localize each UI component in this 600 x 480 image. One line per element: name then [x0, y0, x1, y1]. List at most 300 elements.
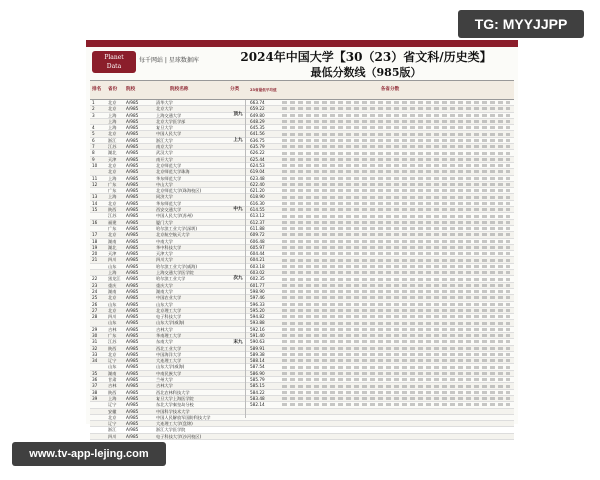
cell-school-name: 山东大学: [156, 301, 173, 307]
province-scores-strip: [282, 221, 510, 224]
cell-rank: 20: [92, 251, 98, 257]
cell-school-name: 中南大学: [156, 238, 173, 244]
cell-average: 618.90: [250, 194, 265, 200]
cell-rank: 19: [92, 244, 98, 250]
brand-name: 每千网站 | 星球数据库: [139, 57, 199, 64]
province-scores-strip: [282, 372, 510, 375]
cell-rank: 24: [92, 288, 98, 294]
cell-type: A/985: [126, 402, 139, 408]
cell-school-name: 哈尔滨工业大学: [156, 276, 186, 282]
url-watermark-badge: www.tv-app-lejing.com: [12, 442, 166, 466]
cell-type: A/985: [126, 175, 139, 181]
cell-rank: 33: [92, 351, 98, 357]
cell-average: 648.29: [250, 118, 265, 124]
cell-type: A/985: [126, 188, 139, 194]
cell-rank: 4: [92, 125, 95, 131]
cell-type: A/985: [126, 194, 139, 200]
province-scores-strip: [282, 139, 510, 142]
cell-type: A/985: [126, 200, 139, 206]
cell-province: 北京: [108, 414, 117, 420]
cell-province: 北京: [108, 351, 117, 357]
cell-rank: 2: [92, 106, 95, 112]
cell-rank: 17: [92, 232, 98, 238]
cell-school-name: 中国科学技术大学: [156, 408, 190, 414]
cell-school-name: 浙江大学医学院: [156, 427, 186, 433]
cell-average: 588.14: [250, 358, 265, 364]
document-title: 2024年中国大学【30（23）省文科/历史类】: [240, 50, 492, 64]
cell-rank: 25: [92, 295, 98, 301]
cell-type: A/985: [126, 118, 139, 124]
cell-province: 重庆: [108, 282, 117, 288]
province-scores-strip: [282, 208, 510, 211]
cell-province: 辽宁: [108, 421, 117, 427]
cell-school-name: 大连理工大学(盘锦): [156, 421, 193, 427]
province-scores-strip: [282, 177, 510, 180]
cell-average: 604.21: [250, 257, 265, 263]
province-scores-strip: [282, 296, 510, 299]
province-scores-strip: [282, 215, 510, 218]
province-scores-strip: [282, 164, 510, 167]
cell-school-name: 厦门大学: [156, 219, 173, 225]
cell-type: A/985: [126, 276, 139, 282]
tier-label: 上九: [233, 138, 243, 144]
cell-type: A/985: [126, 345, 139, 351]
cell-average: 589.38: [250, 351, 265, 357]
cell-school-name: 同济大学: [156, 194, 173, 200]
cell-province: 陕西: [108, 207, 117, 213]
cell-rank: 16: [92, 219, 98, 225]
cell-average: 616.30: [250, 200, 265, 206]
cell-average: 609.72: [250, 232, 265, 238]
province-scores-strip: [282, 403, 510, 406]
province-scores-strip: [282, 114, 510, 117]
province-scores-strip: [282, 202, 510, 205]
cell-province: 广东: [108, 332, 117, 338]
cell-school-name: 复旦大学: [156, 125, 173, 131]
province-scores-strip: [282, 189, 510, 192]
cell-school-name: 华东师范大学: [156, 175, 182, 181]
province-scores-strip: [282, 240, 510, 243]
cell-type: A/985: [126, 150, 139, 156]
cell-type: A/985: [126, 414, 139, 420]
cell-school-name: 吉林大学: [156, 326, 173, 332]
cell-average: 659.22: [250, 106, 265, 112]
cell-type: A/985: [126, 162, 139, 168]
cell-average: 603.02: [250, 270, 265, 276]
province-scores-strip: [282, 284, 510, 287]
cell-average: 582.14: [250, 402, 265, 408]
province-scores-strip: [282, 233, 510, 236]
cell-average: 623.48: [250, 175, 265, 181]
cell-type: A/985: [126, 263, 139, 269]
cell-school-name: 中国人民大学: [156, 131, 182, 137]
province-scores-strip: [282, 290, 510, 293]
cell-province: 黑龙江: [108, 276, 121, 282]
cell-school-name: 重庆大学: [156, 282, 173, 288]
province-scores-strip: [282, 265, 510, 268]
cell-school-name: 中国人民解放军国防科技大学: [156, 414, 211, 420]
cell-type: A/985: [126, 219, 139, 225]
cell-type: A/985: [126, 144, 139, 150]
cell-school-name: 西北农林科技大学: [156, 389, 190, 395]
cell-school-name: 吉林大学: [156, 383, 173, 389]
cell-rank: 37: [92, 383, 98, 389]
cell-average: 622.40: [250, 181, 265, 187]
cell-type: A/985: [126, 213, 139, 219]
cell-average: 649.80: [250, 112, 265, 118]
cell-school-name: 哈尔滨工业大学(深圳): [156, 225, 197, 231]
cell-type: A/985: [126, 100, 139, 105]
cell-average: 635.79: [250, 144, 265, 150]
cell-type: A/985: [126, 181, 139, 187]
cell-school-name: 中南民族大学: [156, 370, 182, 376]
cell-school-name: 武汉大学: [156, 150, 173, 156]
header-province-scores: 各省分数: [380, 87, 400, 92]
brand-logo: Planet Data: [92, 51, 136, 73]
cell-province: 上海: [108, 270, 117, 276]
province-scores-strip: [282, 271, 510, 274]
province-scores-strip: [282, 278, 510, 281]
cell-average: 597.46: [250, 295, 265, 301]
cell-average: 583.48: [250, 395, 265, 401]
cell-province: 上海: [108, 118, 117, 124]
cell-school-name: 北京师范大学珠海: [156, 169, 190, 175]
cell-province: 北京: [108, 200, 117, 206]
cell-average: 595.20: [250, 307, 265, 313]
province-scores-strip: [282, 158, 510, 161]
cell-rank: 1: [92, 100, 95, 105]
cell-province: 北京: [108, 169, 117, 175]
province-scores-strip: [282, 347, 510, 350]
province-scores-strip: [282, 196, 510, 199]
cell-type: A/985: [126, 307, 139, 313]
cell-school-name: 西北工业大学: [156, 345, 182, 351]
cell-school-name: 北京航空航天大学: [156, 232, 190, 238]
province-scores-strip: [282, 152, 510, 155]
cell-type: A/985: [126, 427, 139, 433]
cell-type: A/985: [126, 320, 139, 326]
province-scores-strip: [282, 391, 510, 394]
cell-rank: 36: [92, 377, 98, 383]
cell-type: A/985: [126, 207, 139, 213]
cell-province: 浙江: [108, 137, 117, 143]
cell-average: 596.33: [250, 301, 265, 307]
cell-average: 593.88: [250, 320, 265, 326]
cell-type: A/985: [126, 106, 139, 112]
province-scores-strip: [282, 126, 510, 129]
cell-school-name: 上海交通大学医学院: [156, 270, 194, 276]
cell-school-name: 浙江大学: [156, 137, 173, 143]
cell-rank: 32: [92, 345, 98, 351]
cell-province: 北京: [108, 106, 117, 112]
cell-type: A/985: [126, 377, 139, 383]
cell-province: 福建: [108, 219, 117, 225]
cell-type: A/985: [126, 225, 139, 231]
cell-school-name: 中国农业大学: [156, 295, 182, 301]
cell-average: 602.35: [250, 276, 265, 282]
cell-type: A/985: [126, 282, 139, 288]
cell-type: A/985: [126, 301, 139, 307]
header-school-name: 院校名称: [170, 87, 189, 92]
cell-type: A/985: [126, 408, 139, 414]
cell-province: 陕西: [108, 389, 117, 395]
cell-average: 606.48: [250, 238, 265, 244]
cell-province: 北京: [108, 307, 117, 313]
cell-school-name: 哈尔滨工业大学(威海): [156, 263, 197, 269]
cell-province: 辽宁: [108, 358, 117, 364]
tier-label: 末九: [233, 339, 243, 345]
cell-province: 甘肃: [108, 377, 117, 383]
cell-province: 上海: [108, 395, 117, 401]
cell-type: A/985: [126, 295, 139, 301]
cell-province: 广东: [108, 225, 117, 231]
cell-rank: 31: [92, 339, 98, 345]
cell-type: A/985: [126, 112, 139, 118]
province-scores-strip: [282, 183, 510, 186]
cell-school-name: 天津大学: [156, 251, 173, 257]
cell-average: 611.88: [250, 225, 265, 231]
document-top-bar: [86, 40, 518, 47]
cell-average: 586.90: [250, 370, 265, 376]
cell-school-name: 上海交通大学: [156, 112, 182, 118]
header-rank: 排名: [92, 87, 102, 92]
cell-province: 安徽: [108, 408, 117, 414]
cell-province: 陕西: [108, 345, 117, 351]
province-scores-strip: [282, 107, 510, 110]
cell-type: A/985: [126, 433, 139, 439]
cell-type: A/985: [126, 169, 139, 175]
cell-province: 辽宁: [108, 402, 117, 408]
cell-province: 山东: [108, 320, 117, 326]
cell-average: 585.15: [250, 383, 265, 389]
province-scores-strip: [282, 252, 510, 255]
cell-type: A/985: [126, 125, 139, 131]
cell-average: 625.44: [250, 156, 265, 162]
cell-province: 湖北: [108, 244, 117, 250]
province-scores-strip: [282, 259, 510, 262]
cell-school-name: 中山大学: [156, 181, 173, 187]
cell-province: 湖南: [108, 288, 117, 294]
cell-average: 614.55: [250, 207, 265, 213]
cell-average: 590.63: [250, 339, 265, 345]
cell-average: 621.20: [250, 188, 265, 194]
province-scores-strip: [282, 170, 510, 173]
cell-type: A/985: [126, 131, 139, 137]
cell-school-name: 四川大学: [156, 257, 173, 263]
cell-province: 天津: [108, 251, 117, 257]
cell-school-name: 大连理工大学: [156, 358, 182, 364]
cell-average: 584.22: [250, 389, 265, 395]
cell-province: 北京: [108, 232, 117, 238]
cell-type: A/985: [126, 326, 139, 332]
cell-type: A/985: [126, 232, 139, 238]
cell-school-name: 南京大学: [156, 144, 173, 150]
cell-average: 604.44: [250, 251, 265, 257]
cell-rank: 34: [92, 358, 98, 364]
cell-type: A/985: [126, 389, 139, 395]
cell-average: 591.40: [250, 332, 265, 338]
cell-average: 587.54: [250, 364, 265, 370]
cell-school-name: 北京大学: [156, 106, 173, 112]
cell-rank: 18: [92, 238, 98, 244]
cell-rank: 10: [92, 162, 98, 168]
cell-school-name: 中国人民大学(苏州): [156, 213, 193, 219]
cell-school-name: 北京理工大学: [156, 307, 182, 313]
cell-province: 湖南: [108, 370, 117, 376]
cell-province: 北京: [108, 295, 117, 301]
cell-rank: 11: [92, 175, 98, 181]
cell-rank: 8: [92, 150, 95, 156]
cell-province: 四川: [108, 433, 117, 439]
cell-school-name: 华东师范大学: [156, 200, 182, 206]
cell-school-name: 复旦大学上海医学院: [156, 395, 194, 401]
cell-school-name: 电子科技大学(沙河校区): [156, 433, 202, 439]
score-table: [90, 80, 514, 439]
province-scores-strip: [282, 315, 510, 318]
cell-province: 天津: [108, 156, 117, 162]
cell-school-name: 湖南大学: [156, 288, 173, 294]
province-scores-strip: [282, 322, 510, 325]
cell-school-name: 北京师范大学(珠海校区): [156, 188, 202, 194]
province-scores-strip: [282, 359, 510, 362]
tier-label: 中九: [233, 207, 243, 212]
cell-rank: 9: [92, 156, 95, 162]
tier-divider: [245, 100, 246, 418]
table-row: [90, 434, 514, 440]
cell-province: 山东: [108, 364, 117, 370]
score-table-document: [86, 40, 518, 439]
province-scores-strip: [282, 366, 510, 369]
cell-rank: 26: [92, 301, 98, 307]
cell-average: 603.18: [250, 263, 265, 269]
header-province: 省份: [108, 87, 118, 92]
cell-average: 589.91: [250, 345, 265, 351]
province-scores-strip: [282, 309, 510, 312]
cell-average: 605.97: [250, 244, 265, 250]
table-body: [90, 100, 514, 440]
cell-province: 湖北: [108, 150, 117, 156]
province-scores-strip: [282, 145, 510, 148]
cell-rank: 12: [92, 181, 98, 187]
cell-average: 592.16: [250, 326, 265, 332]
province-scores-strip: [282, 340, 510, 343]
cell-school-name: 山东大学(威海): [156, 364, 185, 370]
cell-rank: 27: [92, 307, 98, 313]
cell-school-name: 中国海洋大学: [156, 351, 182, 357]
header-tier: 分类: [230, 87, 240, 92]
province-scores-strip: [282, 334, 510, 337]
cell-province: 四川: [108, 257, 117, 263]
cell-type: A/985: [126, 137, 139, 143]
cell-school-name: 东南大学: [156, 339, 173, 345]
province-scores-strip: [282, 353, 510, 356]
cell-province: 江苏: [108, 213, 117, 219]
cell-type: A/985: [126, 288, 139, 294]
cell-type: A/985: [126, 358, 139, 364]
province-scores-strip: [282, 328, 510, 331]
province-scores-strip: [282, 397, 510, 400]
cell-average: 636.75: [250, 137, 265, 143]
cell-rank: 3: [92, 112, 95, 118]
cell-province: 吉林: [108, 326, 117, 332]
cell-province: 江苏: [108, 339, 117, 345]
cell-type: A/985: [126, 351, 139, 357]
cell-rank: 5: [92, 131, 95, 137]
cell-province: 四川: [108, 314, 117, 320]
cell-rank: 21: [92, 257, 98, 263]
cell-type: A/985: [126, 251, 139, 257]
cell-type: A/985: [126, 314, 139, 320]
cell-province: 广东: [108, 181, 117, 187]
cell-type: A/985: [126, 395, 139, 401]
province-scores-strip: [282, 246, 510, 249]
cell-province: 上海: [108, 112, 117, 118]
cell-average: 624.53: [250, 162, 265, 168]
cell-type: A/985: [126, 370, 139, 376]
cell-province: 山东: [108, 301, 117, 307]
province-scores-strip: [282, 120, 510, 123]
cell-school-name: 电子科技大学: [156, 314, 182, 320]
cell-type: A/985: [126, 332, 139, 338]
cell-rank: 28: [92, 314, 98, 320]
cell-school-name: 华南理工大学: [156, 332, 182, 338]
cell-rank: 6: [92, 137, 95, 143]
cell-rank: 29: [92, 326, 98, 332]
province-scores-strip: [282, 227, 510, 230]
cell-type: A/985: [126, 257, 139, 263]
cell-province: 浙江: [108, 427, 117, 433]
cell-rank: 14: [92, 200, 98, 206]
cell-rank: 35: [92, 370, 98, 376]
cell-province: 上海: [108, 194, 117, 200]
cell-province: 山东: [108, 263, 117, 269]
cell-average: 594.82: [250, 314, 265, 320]
cell-type: A/985: [126, 421, 139, 427]
cell-province: 北京: [108, 100, 117, 105]
cell-average: 601.77: [250, 282, 265, 288]
cell-school-name: 北京大学医学部: [156, 118, 186, 124]
cell-type: A/985: [126, 156, 139, 162]
cell-rank: 38: [92, 389, 98, 395]
province-scores-strip: [282, 133, 510, 136]
cell-province: 湖南: [108, 238, 117, 244]
cell-province: 北京: [108, 162, 117, 168]
cell-type: A/985: [126, 270, 139, 276]
cell-school-name: 山东大学(威海): [156, 320, 185, 326]
cell-rank: 30: [92, 332, 98, 338]
province-scores-strip: [282, 303, 510, 306]
cell-province: 吉林: [108, 383, 117, 389]
tier-label: 顶九: [233, 111, 243, 117]
cell-rank: 7: [92, 144, 95, 150]
cell-type: A/985: [126, 383, 139, 389]
cell-average: 641.56: [250, 131, 265, 137]
cell-rank: 13: [92, 194, 98, 200]
cell-average: 612.37: [250, 219, 265, 225]
header-type: 院校: [126, 87, 136, 92]
cell-average: 619.04: [250, 169, 265, 175]
cell-type: A/985: [126, 238, 139, 244]
cell-type: A/985: [126, 244, 139, 250]
cell-average: 598.90: [250, 288, 265, 294]
table-header: [90, 81, 514, 100]
cell-school-name: 东北大学秦皇岛分校: [156, 402, 194, 408]
cell-average: 663.74: [250, 100, 265, 105]
cell-school-name: 兰州大学: [156, 377, 173, 383]
province-scores-strip: [282, 385, 510, 388]
province-scores-strip: [282, 101, 510, 104]
cell-school-name: 华中科技大学: [156, 244, 182, 250]
